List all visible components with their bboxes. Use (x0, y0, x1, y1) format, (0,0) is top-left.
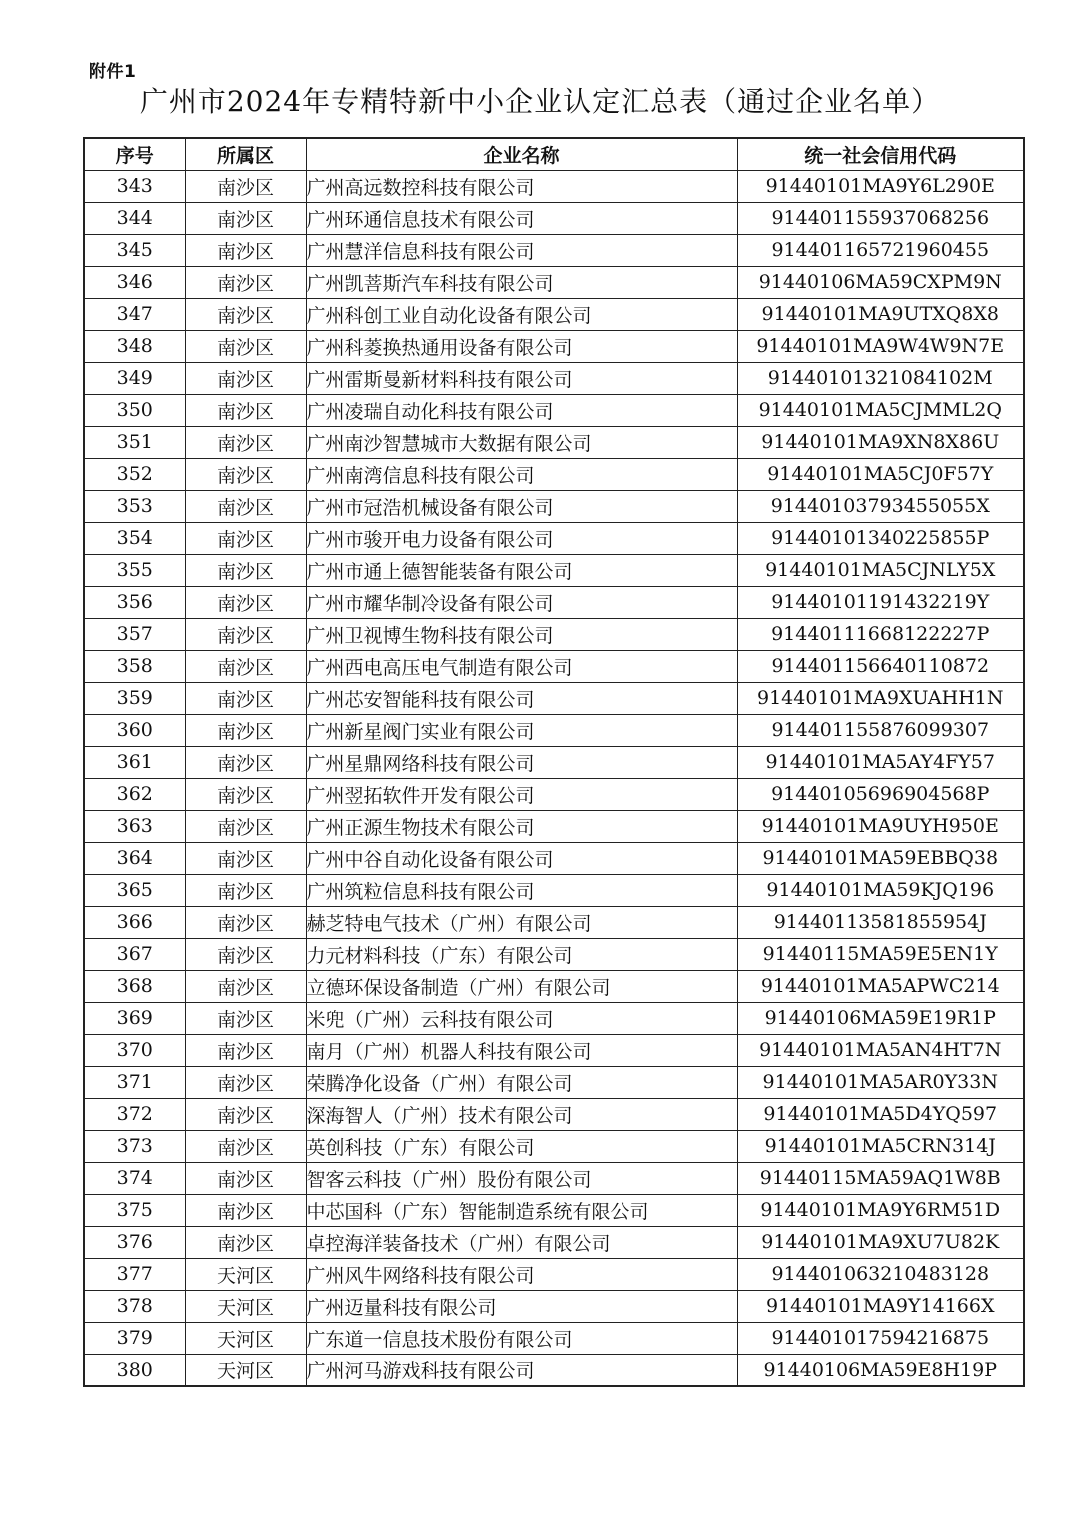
row-company-cell: 广东道一信息技术股份有限公司 (306, 1322, 737, 1354)
row-credit-code-cell: 91440101MA9Y6RM51D (737, 1194, 1024, 1226)
row-district-cell: 南沙区 (185, 778, 306, 810)
row-credit-code-cell: 91440101MA9Y14166X (737, 1290, 1024, 1322)
row-company-cell: 广州市冠浩机械设备有限公司 (306, 490, 737, 522)
row-number-cell: 369 (84, 1002, 185, 1034)
row-district-cell: 南沙区 (185, 202, 306, 234)
row-company-cell: 广州卫视博生物科技有限公司 (306, 618, 737, 650)
header-credit-code: 统一社会信用代码 (737, 138, 1024, 170)
row-district-cell: 南沙区 (185, 1226, 306, 1258)
row-credit-code-cell: 91440106MA59E8H19P (737, 1354, 1024, 1386)
document-title: 广州市2024年专精特新中小企业认定汇总表（通过企业名单） (139, 85, 941, 118)
table-row (84, 170, 1024, 202)
table-row (84, 618, 1024, 650)
row-company-cell: 广州正源生物技术有限公司 (306, 810, 737, 842)
row-number-cell: 380 (84, 1354, 185, 1386)
row-credit-code-cell: 91440115MA59E5EN1Y (737, 938, 1024, 970)
row-credit-code-cell: 91440101MA5AY4FY57 (737, 746, 1024, 778)
row-company-cell: 荣腾净化设备（广州）有限公司 (306, 1066, 737, 1098)
table-row (84, 1354, 1024, 1386)
row-company-cell: 广州中谷自动化设备有限公司 (306, 842, 737, 874)
row-number-cell: 371 (84, 1066, 185, 1098)
table-body (84, 170, 1024, 1386)
row-district-cell: 天河区 (185, 1322, 306, 1354)
table-row (84, 1098, 1024, 1130)
row-district-cell: 南沙区 (185, 490, 306, 522)
row-credit-code-cell: 91440115MA59AQ1W8B (737, 1162, 1024, 1194)
row-number-cell: 349 (84, 362, 185, 394)
row-company-cell: 广州雷斯曼新材料科技有限公司 (306, 362, 737, 394)
row-company-cell: 广州凯菩斯汽车科技有限公司 (306, 266, 737, 298)
row-district-cell: 南沙区 (185, 970, 306, 1002)
row-number-cell: 351 (84, 426, 185, 458)
row-company-cell: 南月（广州）机器人科技有限公司 (306, 1034, 737, 1066)
row-credit-code-cell: 91440101MA5AN4HT7N (737, 1034, 1024, 1066)
table-row (84, 714, 1024, 746)
row-company-cell: 力元材料科技（广东）有限公司 (306, 938, 737, 970)
table-header-row (84, 138, 1024, 170)
row-company-cell: 英创科技（广东）有限公司 (306, 1130, 737, 1162)
table-row (84, 1290, 1024, 1322)
row-number-cell: 348 (84, 330, 185, 362)
row-company-cell: 广州科菱换热通用设备有限公司 (306, 330, 737, 362)
table-row (84, 458, 1024, 490)
row-number-cell: 360 (84, 714, 185, 746)
row-district-cell: 南沙区 (185, 554, 306, 586)
row-number-cell: 364 (84, 842, 185, 874)
row-number-cell: 347 (84, 298, 185, 330)
table-row (84, 586, 1024, 618)
row-credit-code-cell: 91440106MA59CXPM9N (737, 266, 1024, 298)
table-row (84, 1322, 1024, 1354)
table-row (84, 1066, 1024, 1098)
row-district-cell: 南沙区 (185, 426, 306, 458)
row-number-cell: 358 (84, 650, 185, 682)
row-company-cell: 广州新星阀门实业有限公司 (306, 714, 737, 746)
row-district-cell: 南沙区 (185, 170, 306, 202)
table-row (84, 682, 1024, 714)
row-number-cell: 356 (84, 586, 185, 618)
table-row (84, 842, 1024, 874)
table-row (84, 1130, 1024, 1162)
row-number-cell: 373 (84, 1130, 185, 1162)
row-district-cell: 南沙区 (185, 1162, 306, 1194)
row-number-cell: 365 (84, 874, 185, 906)
row-company-cell: 广州市骏开电力设备有限公司 (306, 522, 737, 554)
row-district-cell: 南沙区 (185, 1130, 306, 1162)
row-district-cell: 南沙区 (185, 586, 306, 618)
row-company-cell: 广州南沙智慧城市大数据有限公司 (306, 426, 737, 458)
row-number-cell: 350 (84, 394, 185, 426)
table-row (84, 266, 1024, 298)
row-company-cell: 广州芯安智能科技有限公司 (306, 682, 737, 714)
row-credit-code-cell: 91440101MA9XN8X86U (737, 426, 1024, 458)
row-company-cell: 广州慧洋信息科技有限公司 (306, 234, 737, 266)
table-row (84, 298, 1024, 330)
row-district-cell: 南沙区 (185, 298, 306, 330)
table-row (84, 554, 1024, 586)
row-company-cell: 广州市耀华制冷设备有限公司 (306, 586, 737, 618)
row-district-cell: 南沙区 (185, 1194, 306, 1226)
row-company-cell: 广州风牛网络科技有限公司 (306, 1258, 737, 1290)
row-number-cell: 345 (84, 234, 185, 266)
row-district-cell: 南沙区 (185, 810, 306, 842)
row-company-cell: 广州科创工业自动化设备有限公司 (306, 298, 737, 330)
row-district-cell: 天河区 (185, 1258, 306, 1290)
row-credit-code-cell: 91440101MA5APWC214 (737, 970, 1024, 1002)
row-number-cell: 378 (84, 1290, 185, 1322)
row-credit-code-cell: 914401155937068256 (737, 202, 1024, 234)
row-number-cell: 366 (84, 906, 185, 938)
row-credit-code-cell: 914401017594216875 (737, 1322, 1024, 1354)
row-company-cell: 广州筑粒信息科技有限公司 (306, 874, 737, 906)
row-number-cell: 346 (84, 266, 185, 298)
row-credit-code-cell: 91440101MA59EBBQ38 (737, 842, 1024, 874)
row-credit-code-cell: 914401165721960455 (737, 234, 1024, 266)
table-row (84, 234, 1024, 266)
row-number-cell: 370 (84, 1034, 185, 1066)
row-company-cell: 立德环保设备制造（广州）有限公司 (306, 970, 737, 1002)
row-number-cell: 343 (84, 170, 185, 202)
row-credit-code-cell: 91440101MA5CJ0F57Y (737, 458, 1024, 490)
row-credit-code-cell: 91440101MA5AR0Y33N (737, 1066, 1024, 1098)
row-company-cell: 广州南湾信息科技有限公司 (306, 458, 737, 490)
enterprise-table (83, 137, 1025, 1387)
row-number-cell: 376 (84, 1226, 185, 1258)
table-row (84, 394, 1024, 426)
row-company-cell: 深海智人（广州）技术有限公司 (306, 1098, 737, 1130)
row-number-cell: 344 (84, 202, 185, 234)
row-company-cell: 广州翌拓软件开发有限公司 (306, 778, 737, 810)
header-district: 所属区 (185, 138, 306, 170)
row-district-cell: 南沙区 (185, 650, 306, 682)
table-row (84, 1258, 1024, 1290)
row-number-cell: 361 (84, 746, 185, 778)
row-company-cell: 广州迈量科技有限公司 (306, 1290, 737, 1322)
table-row (84, 1002, 1024, 1034)
row-district-cell: 南沙区 (185, 874, 306, 906)
table-row (84, 1226, 1024, 1258)
row-district-cell: 南沙区 (185, 234, 306, 266)
row-credit-code-cell: 91440101191432219Y (737, 586, 1024, 618)
table-row (84, 938, 1024, 970)
table-row (84, 522, 1024, 554)
row-number-cell: 379 (84, 1322, 185, 1354)
row-number-cell: 359 (84, 682, 185, 714)
row-credit-code-cell: 914401063210483128 (737, 1258, 1024, 1290)
row-district-cell: 南沙区 (185, 362, 306, 394)
row-district-cell: 南沙区 (185, 714, 306, 746)
table-row (84, 970, 1024, 1002)
row-credit-code-cell: 91440101340225855P (737, 522, 1024, 554)
row-company-cell: 中芯国科（广东）智能制造系统有限公司 (306, 1194, 737, 1226)
header-number: 序号 (84, 138, 185, 170)
row-credit-code-cell: 91440101MA59KJQ196 (737, 874, 1024, 906)
row-district-cell: 南沙区 (185, 682, 306, 714)
table-row (84, 202, 1024, 234)
row-number-cell: 374 (84, 1162, 185, 1194)
table-row (84, 650, 1024, 682)
table-row (84, 330, 1024, 362)
row-number-cell: 363 (84, 810, 185, 842)
row-district-cell: 南沙区 (185, 1098, 306, 1130)
row-district-cell: 南沙区 (185, 842, 306, 874)
table-row (84, 362, 1024, 394)
table-row (84, 1162, 1024, 1194)
row-number-cell: 372 (84, 1098, 185, 1130)
table-row (84, 874, 1024, 906)
table-row (84, 746, 1024, 778)
row-company-cell: 广州市通上德智能装备有限公司 (306, 554, 737, 586)
row-number-cell: 355 (84, 554, 185, 586)
row-company-cell: 广州星鼎网络科技有限公司 (306, 746, 737, 778)
row-number-cell: 357 (84, 618, 185, 650)
row-number-cell: 375 (84, 1194, 185, 1226)
row-credit-code-cell: 91440101MA9UTXQ8X8 (737, 298, 1024, 330)
row-credit-code-cell: 91440103793455055X (737, 490, 1024, 522)
row-company-cell: 广州西电高压电气制造有限公司 (306, 650, 737, 682)
row-credit-code-cell: 91440101MA9XU7U82K (737, 1226, 1024, 1258)
row-credit-code-cell: 91440106MA59E19R1P (737, 1002, 1024, 1034)
row-district-cell: 南沙区 (185, 938, 306, 970)
row-credit-code-cell: 91440101321084102M (737, 362, 1024, 394)
table-row (84, 906, 1024, 938)
row-company-cell: 赫芝特电气技术（广州）有限公司 (306, 906, 737, 938)
row-district-cell: 南沙区 (185, 330, 306, 362)
row-number-cell: 367 (84, 938, 185, 970)
header-company: 企业名称 (306, 138, 737, 170)
table-row (84, 778, 1024, 810)
row-number-cell: 377 (84, 1258, 185, 1290)
row-credit-code-cell: 91440101MA9XUAHH1N (737, 682, 1024, 714)
row-district-cell: 南沙区 (185, 522, 306, 554)
row-company-cell: 卓控海洋装备技术（广州）有限公司 (306, 1226, 737, 1258)
row-district-cell: 南沙区 (185, 746, 306, 778)
row-district-cell: 南沙区 (185, 1002, 306, 1034)
row-credit-code-cell: 914401156640110872 (737, 650, 1024, 682)
row-number-cell: 353 (84, 490, 185, 522)
row-district-cell: 南沙区 (185, 618, 306, 650)
row-number-cell: 352 (84, 458, 185, 490)
table-row (84, 490, 1024, 522)
row-company-cell: 米兜（广州）云科技有限公司 (306, 1002, 737, 1034)
row-credit-code-cell: 91440101MA5D4YQ597 (737, 1098, 1024, 1130)
row-district-cell: 天河区 (185, 1290, 306, 1322)
row-credit-code-cell: 91440101MA9Y6L290E (737, 170, 1024, 202)
row-district-cell: 天河区 (185, 1354, 306, 1386)
row-company-cell: 广州河马游戏科技有限公司 (306, 1354, 737, 1386)
table-row (84, 1194, 1024, 1226)
row-credit-code-cell: 91440101MA5CJMML2Q (737, 394, 1024, 426)
row-credit-code-cell: 91440111668122227P (737, 618, 1024, 650)
row-credit-code-cell: 91440113581855954J (737, 906, 1024, 938)
row-company-cell: 广州高远数控科技有限公司 (306, 170, 737, 202)
row-district-cell: 南沙区 (185, 1034, 306, 1066)
row-credit-code-cell: 91440101MA9W4W9N7E (737, 330, 1024, 362)
row-credit-code-cell: 91440101MA5CJNLY5X (737, 554, 1024, 586)
table-row (84, 810, 1024, 842)
row-number-cell: 362 (84, 778, 185, 810)
row-credit-code-cell: 914401155876099307 (737, 714, 1024, 746)
row-number-cell: 368 (84, 970, 185, 1002)
row-district-cell: 南沙区 (185, 266, 306, 298)
row-company-cell: 广州凌瑞自动化科技有限公司 (306, 394, 737, 426)
row-district-cell: 南沙区 (185, 906, 306, 938)
row-company-cell: 智客云科技（广州）股份有限公司 (306, 1162, 737, 1194)
row-credit-code-cell: 91440101MA9UYH950E (737, 810, 1024, 842)
attachment-label: 附件1 (89, 62, 137, 82)
row-credit-code-cell: 91440101MA5CRN314J (737, 1130, 1024, 1162)
row-company-cell: 广州环通信息技术有限公司 (306, 202, 737, 234)
row-district-cell: 南沙区 (185, 394, 306, 426)
row-district-cell: 南沙区 (185, 1066, 306, 1098)
row-district-cell: 南沙区 (185, 458, 306, 490)
table-row (84, 426, 1024, 458)
table-row (84, 1034, 1024, 1066)
row-number-cell: 354 (84, 522, 185, 554)
row-credit-code-cell: 91440105696904568P (737, 778, 1024, 810)
